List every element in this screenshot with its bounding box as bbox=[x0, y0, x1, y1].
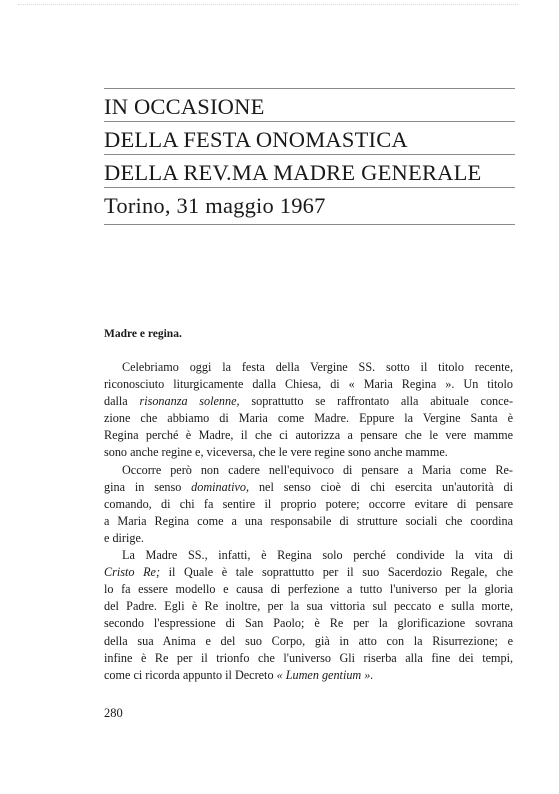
body-text bbox=[104, 359, 513, 684]
text-line: come ci ricorda appunto il Decreto « Lumen gentium ». bbox=[104, 667, 374, 682]
text-line: Regina perché è Madre, il che ci autorizza a pensare che le vere mamme bbox=[104, 428, 513, 443]
text-line: Cristo Re; il Quale è tale soprattutto per il suo Sacerdozio Regale, che bbox=[104, 565, 513, 580]
title-block bbox=[104, 88, 515, 225]
text-line: sono anche regine e, viceversa, che le vere regine sono anche mamme. bbox=[104, 445, 448, 460]
page-number: 280 bbox=[104, 706, 123, 720]
paragraph bbox=[104, 359, 513, 462]
italic-text: Cristo Re; bbox=[104, 565, 161, 580]
title-line-date: Torino, 31 maggio 1967 bbox=[104, 187, 515, 225]
title-line-2: DELLA FESTA ONOMASTICA bbox=[104, 121, 515, 154]
text-line: infine è Re per il trionfo che l'universo Gli riserba alla fine dei tempi, bbox=[104, 650, 513, 665]
text-line: Occorre però non cadere nell'equivoco di pensare a Maria come Re- bbox=[122, 462, 513, 477]
text-line: della sua Anima e del suo Corpo, già in atto con la Risurrezione; e bbox=[104, 633, 513, 648]
text-line: gina in senso dominativo, nel senso cioè di chi esercita un'autorità di bbox=[104, 479, 513, 494]
paragraph bbox=[104, 462, 513, 547]
italic-text: « Lumen gentium ». bbox=[276, 667, 374, 682]
text-line: zione che abbiamo di Maria come Madre. Eppure la Vergine Santa è bbox=[104, 411, 513, 426]
title-line-1: IN OCCASIONE bbox=[104, 88, 515, 121]
italic-text: risonanza solenne, bbox=[139, 394, 240, 409]
text-line: Celebriamo oggi la festa della Vergine SS. sotto il titolo recente, bbox=[122, 360, 513, 374]
text-line: La Madre SS., infatti, è Regina solo perché condivide la vita di bbox=[122, 548, 513, 563]
scan-artifact bbox=[18, 4, 518, 6]
text-line: comando, di chi fa sentire il proprio potere; occorre evitare di pensare bbox=[104, 496, 513, 511]
text-line: del Padre. Egli è Re inoltre, per la sua vittoria sul peccato e sulla morte, bbox=[104, 599, 513, 614]
text-line: a Maria Regina come a una responsabile di strutture sociali che coordina bbox=[104, 513, 513, 528]
text-line: riconosciuto liturgicamente dalla Chiesa, di « Maria Regina ». Un titolo bbox=[104, 377, 513, 392]
title-line-3: DELLA REV.MA MADRE GENERALE bbox=[104, 154, 515, 187]
section-heading: Madre e regina. bbox=[104, 328, 182, 340]
text-line: dalla risonanza solenne, soprattutto se raffrontato alla abituale conce- bbox=[104, 394, 514, 409]
text-line: e dirige. bbox=[104, 530, 144, 545]
text-line: secondo l'espressione di San Paolo; è Re per la glorificazione sovrana bbox=[104, 616, 513, 631]
paragraph bbox=[104, 547, 513, 684]
italic-text: dominativo, bbox=[191, 479, 250, 494]
text-line: lo fa essere modello e causa di perfezione a tutto l'universo per la gloria bbox=[104, 582, 513, 597]
